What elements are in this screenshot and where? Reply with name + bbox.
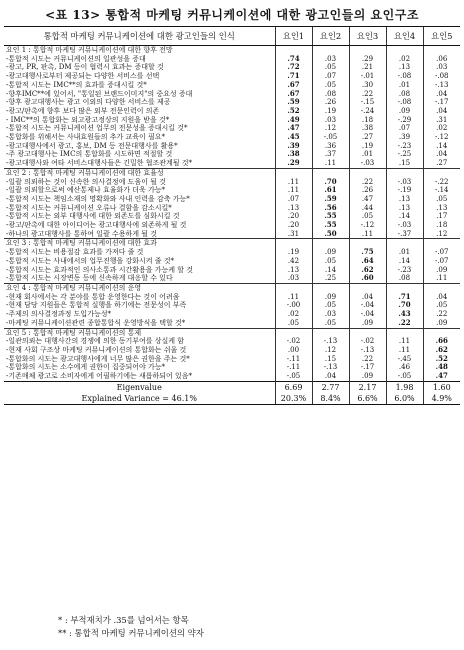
loading-value-factor-3: .09: [349, 372, 386, 381]
table-row: [4, 186, 460, 195]
loading-value-factor-1: .52: [275, 107, 312, 116]
loading-value-factor-3: -.04: [349, 301, 386, 310]
table-row: [4, 319, 460, 328]
loading-value-factor-3: -.15: [349, 98, 386, 107]
item-label: -통합적 시도는 효과적인 의사소통과 시간활용을 가능케 할 것: [6, 265, 193, 274]
loading-value-factor-3: -.13: [349, 346, 386, 355]
note-double-asterisk: ** : 통합적 마케팅 커뮤니케이션의 약자: [58, 628, 204, 638]
eigenvalue-row: [4, 381, 460, 393]
loading-value-factor-1: -.11: [275, 363, 312, 372]
loading-value-factor-4: .08: [386, 90, 423, 99]
group-title: 요인 4 : 통합적 마케팅 커뮤니케이션의 운영: [4, 283, 275, 292]
loading-value-factor-4: -.08: [386, 72, 423, 81]
loading-value-factor-2: .05: [312, 301, 349, 310]
loading-value-factor-3: .18: [349, 116, 386, 125]
loading-value-factor-4: .15: [386, 159, 423, 168]
item-label: -현재 사회 구조상 마케팅 커뮤니케이션의 통합화는 쉬울 것: [6, 345, 187, 354]
loading-value-factor-3: .75: [349, 248, 386, 257]
loading-value-factor-2: .70: [312, 178, 349, 187]
loading-value-factor-3: .22: [349, 355, 386, 364]
table-row: [4, 81, 460, 90]
loading-value-factor-1: .71: [275, 72, 312, 81]
factor-table: [4, 26, 460, 405]
item-label: -통합적 시도는 시장변동 등에 신속하게 대응할 수 있다: [6, 274, 173, 283]
empty-cell: [423, 328, 460, 337]
item-label: -일괄 의뢰할으로써 예산통제나 효율화가 더욱 가능*: [6, 186, 165, 195]
eigenvalue-2: 2.77: [312, 381, 349, 393]
loading-value-factor-2: .11: [312, 159, 349, 168]
empty-cell: [423, 239, 460, 248]
empty-cell: [349, 283, 386, 292]
loading-value-factor-2: .09: [312, 248, 349, 257]
item-label: -통합적 시도는 사내에서의 업무진행을 강화시켜 줄 것*: [6, 256, 174, 265]
group-title: 요인 5 : 통합적 마케팅 커뮤니케이션의 통제: [4, 328, 275, 337]
loading-value-factor-2: .04: [312, 372, 349, 381]
loading-value-factor-1: .13: [275, 266, 312, 275]
empty-cell: [423, 168, 460, 177]
table-row: [4, 257, 460, 266]
loading-value-factor-3: .60: [349, 274, 386, 283]
loading-value-factor-3: .21: [349, 63, 386, 72]
loading-value-factor-4: .70: [386, 301, 423, 310]
loading-value-factor-4: .01: [386, 81, 423, 90]
loading-value-factor-1: .29: [275, 159, 312, 168]
loading-value-factor-1: .02: [275, 310, 312, 319]
item-label: -현재 회사에서는 각 분야를 통합 운영한다는 것이 어려움: [6, 292, 180, 301]
loading-value-factor-3: .22: [349, 178, 386, 187]
loading-value-factor-1: .07: [275, 195, 312, 204]
loading-value-factor-5: .05: [423, 195, 460, 204]
loading-value-factor-3: -.03: [349, 159, 386, 168]
loading-value-factor-2: .50: [312, 230, 349, 239]
header-perception: 통합적 마케팅 커뮤니케이션에 대한 광고인들의 인식: [4, 27, 275, 46]
item-label: -통합적 시도는 IMC**의 효과를 증대시킬 것*: [6, 80, 147, 89]
empty-cell: [423, 283, 460, 292]
loading-value-factor-5: -.22: [423, 178, 460, 187]
item-label: -통합화의 시도는 광고대행사에게 너무 많은 권한을 주는 것*: [6, 354, 190, 363]
loading-value-factor-3: .47: [349, 195, 386, 204]
loading-value-factor-5: .17: [423, 212, 460, 221]
loading-value-factor-2: .55: [312, 221, 349, 230]
table-body: [4, 46, 460, 382]
group-title: 요인 1 : 통합적 마케팅 커뮤니케이션에 대한 향후 전망: [4, 46, 275, 55]
loading-value-factor-2: .36: [312, 142, 349, 151]
loading-value-factor-2: .37: [312, 150, 349, 159]
table-title: <표 13> 통합적 마케팅 커뮤니케이션에 대한 광고인들의 요인구조: [45, 8, 419, 22]
loading-value-factor-2: .55: [312, 212, 349, 221]
loading-value-factor-1: -.00: [275, 301, 312, 310]
empty-cell: [386, 168, 423, 177]
variance-5: 4.9%: [423, 393, 460, 405]
loading-value-factor-4: .14: [386, 257, 423, 266]
loading-value-factor-2: -.13: [312, 363, 349, 372]
loading-value-factor-4: .46: [386, 363, 423, 372]
loading-value-factor-4: -.19: [386, 186, 423, 195]
item-label: -기존매체 광고로 소비자에게 어필하기에는 새롭하되어 있음*: [6, 372, 193, 381]
loading-value-factor-5: .09: [423, 319, 460, 328]
loading-value-factor-1: .20: [275, 212, 312, 221]
table-row: [4, 310, 460, 319]
loading-value-factor-5: .04: [423, 107, 460, 116]
loading-value-factor-2: -.05: [312, 133, 349, 142]
loading-value-factor-3: .62: [349, 266, 386, 275]
table-notes: [58, 614, 204, 640]
loading-value-factor-3: -.24: [349, 107, 386, 116]
loading-value-factor-5: .09: [423, 266, 460, 275]
loading-value-factor-2: .15: [312, 355, 349, 364]
loading-value-factor-2: .19: [312, 107, 349, 116]
loading-value-factor-1: .59: [275, 98, 312, 107]
item-label: -주제의 의사결정과정 도입가능성*: [6, 310, 111, 319]
loading-value-factor-3: .05: [349, 212, 386, 221]
empty-cell: [275, 168, 312, 177]
table-row: [4, 63, 460, 72]
loading-value-factor-4: -.23: [386, 142, 423, 151]
loading-value-factor-1: .05: [275, 319, 312, 328]
loading-value-factor-4: -.03: [386, 221, 423, 230]
loading-value-factor-2: .09: [312, 293, 349, 302]
table-row: [4, 293, 460, 302]
loading-value-factor-1: .39: [275, 142, 312, 151]
empty-cell: [386, 46, 423, 55]
loading-value-factor-5: -.14: [423, 186, 460, 195]
loading-value-factor-2: .26: [312, 98, 349, 107]
loading-value-factor-2: .56: [312, 204, 349, 213]
table-row: [4, 363, 460, 372]
table-row: [4, 90, 460, 99]
table-row: [4, 107, 460, 116]
variance-3: 6.6%: [349, 393, 386, 405]
loading-value-factor-4: -.37: [386, 230, 423, 239]
item-label: -광고대행사에서 광고, 홍보, DM 등 전문대행사를 활용*: [6, 141, 178, 150]
table-row: [4, 221, 460, 230]
loading-value-factor-3: .22: [349, 90, 386, 99]
loading-value-factor-2: .05: [312, 257, 349, 266]
loading-value-factor-5: .13: [423, 204, 460, 213]
loading-value-factor-2: .03: [312, 310, 349, 319]
loading-value-factor-2: .03: [312, 55, 349, 64]
empty-cell: [386, 328, 423, 337]
loading-value-factor-1: -.05: [275, 372, 312, 381]
loading-value-factor-2: .05: [312, 319, 349, 328]
loading-value-factor-3: .29: [349, 55, 386, 64]
item-label: -하나의 광고대행사를 통하여 일괄 수용하게 될 것: [6, 229, 157, 238]
loading-value-factor-5: .12: [423, 230, 460, 239]
header-factor-1: 요인1: [275, 27, 312, 46]
loading-value-factor-3: .01: [349, 150, 386, 159]
item-label: -통합적 시도는 커뮤니케이션 업무의 전문성을 증대시킬 것*: [6, 124, 188, 133]
loading-value-factor-3: -.12: [349, 221, 386, 230]
header-factor-3: 요인3: [349, 27, 386, 46]
header-factor-2: 요인2: [312, 27, 349, 46]
loading-value-factor-5: .66: [423, 337, 460, 346]
loading-value-factor-4: .11: [386, 337, 423, 346]
item-label: -통합적 시도는 외부 대행사에 대한 외존도를 심화시킬 것: [6, 212, 180, 221]
loading-value-factor-3: .64: [349, 257, 386, 266]
empty-cell: [349, 168, 386, 177]
loading-value-factor-1: .49: [275, 116, 312, 125]
loading-value-factor-5: .48: [423, 363, 460, 372]
loading-value-factor-2: .08: [312, 90, 349, 99]
loading-value-factor-2: .03: [312, 116, 349, 125]
loading-value-factor-1: .13: [275, 204, 312, 213]
header-factor-4: 요인4: [386, 27, 423, 46]
table-row: [4, 195, 460, 204]
item-label: -일괄 의뢰하는 것이 신속한 의사결정에 도움이 될 것: [6, 177, 166, 186]
loading-value-factor-2: -.13: [312, 337, 349, 346]
eigenvalue-5: 1.60: [423, 381, 460, 393]
empty-cell: [275, 328, 312, 337]
loading-value-factor-5: .52: [423, 355, 460, 364]
loading-value-factor-2: .59: [312, 195, 349, 204]
loading-value-factor-4: .71: [386, 293, 423, 302]
table-row: [4, 178, 460, 187]
loading-value-factor-3: -.17: [349, 363, 386, 372]
item-label: -마케팅 커뮤니케이션관련 종합통합식 운영방식을 택할 것*: [6, 318, 186, 327]
table-row: [4, 355, 460, 364]
loading-value-factor-4: .43: [386, 310, 423, 319]
variance-row: [4, 393, 460, 405]
table-row: [4, 212, 460, 221]
loading-value-factor-5: -.08: [423, 72, 460, 81]
loading-value-factor-2: .25: [312, 274, 349, 283]
loading-value-factor-3: .04: [349, 293, 386, 302]
loading-value-factor-5: .22: [423, 310, 460, 319]
empty-cell: [312, 283, 349, 292]
table-row: [4, 72, 460, 81]
loading-value-factor-5: -.13: [423, 81, 460, 90]
table-row: [4, 204, 460, 213]
item-label: -주 광고대행사는 IMC의 통합화를 시도하면 적절할 것: [6, 150, 173, 159]
loading-value-factor-5: .06: [423, 55, 460, 64]
loading-value-factor-3: .26: [349, 186, 386, 195]
loading-value-factor-5: .05: [423, 301, 460, 310]
loading-value-factor-2: .05: [312, 63, 349, 72]
item-label: -일관의뢰는 대행사간의 경쟁에 의한 동기부여를 상실케 함: [6, 337, 185, 346]
loading-value-factor-3: -.02: [349, 337, 386, 346]
empty-cell: [312, 328, 349, 337]
eigenvalue-3: 2.17: [349, 381, 386, 393]
table-row: [4, 55, 460, 64]
loading-value-factor-1: .11: [275, 178, 312, 187]
loading-value-factor-3: -.04: [349, 310, 386, 319]
loading-value-factor-4: -.03: [386, 178, 423, 187]
loading-value-factor-3: .38: [349, 124, 386, 133]
loading-value-factor-5: .04: [423, 293, 460, 302]
loading-value-factor-4: .14: [386, 212, 423, 221]
loading-value-factor-3: .19: [349, 142, 386, 151]
loading-value-factor-1: .31: [275, 230, 312, 239]
loading-value-factor-5: -.12: [423, 133, 460, 142]
loading-value-factor-1: .03: [275, 274, 312, 283]
empty-cell: [312, 168, 349, 177]
item-label: -통합화의 시도는 소수에게 권한이 집중되어야 가능*: [6, 363, 165, 372]
empty-cell: [423, 46, 460, 55]
empty-cell: [275, 239, 312, 248]
item-label: -통합적 시도는 커뮤니케이션 오류나 결함을 감소시킬*: [6, 203, 172, 212]
item-label: -광고, PR, 판촉, DM 등이 협력시 효과는 증대할 것: [6, 63, 164, 72]
variance-1: 20.3%: [275, 393, 312, 405]
loading-value-factor-3: -.01: [349, 72, 386, 81]
loading-value-factor-1: -.11: [275, 355, 312, 364]
loading-value-factor-5: .04: [423, 90, 460, 99]
loading-value-factor-1: .47: [275, 124, 312, 133]
loading-value-factor-1: .11: [275, 293, 312, 302]
loading-value-factor-4: .11: [386, 346, 423, 355]
loading-value-factor-2: .12: [312, 346, 349, 355]
loading-value-factor-4: .01: [386, 248, 423, 257]
loading-value-factor-5: .14: [423, 142, 460, 151]
table-row: [4, 98, 460, 107]
loading-value-factor-4: -.29: [386, 116, 423, 125]
loading-value-factor-5: .11: [423, 274, 460, 283]
item-label: -통합화를 위해서는 사내효원들의 추가 교육이 필요*: [6, 133, 165, 142]
table-row: [4, 230, 460, 239]
loading-value-factor-2: .12: [312, 124, 349, 133]
loading-value-factor-5: .31: [423, 116, 460, 125]
table-row: [4, 248, 460, 257]
group-title: 요인 3 : 통합적 마케팅 커뮤니케이션에 대한 효과: [4, 239, 275, 248]
loading-value-factor-3: .09: [349, 319, 386, 328]
loading-value-factor-5: .18: [423, 221, 460, 230]
table-row: [4, 159, 460, 168]
table-row: [4, 116, 460, 125]
group-title-row: [4, 328, 460, 337]
loading-value-factor-3: .30: [349, 81, 386, 90]
empty-cell: [349, 239, 386, 248]
loading-value-factor-1: .11: [275, 186, 312, 195]
loading-value-factor-4: .07: [386, 124, 423, 133]
variance-4: 6.0%: [386, 393, 423, 405]
empty-cell: [349, 328, 386, 337]
table-row: [4, 142, 460, 151]
item-label: - IMC**의 통합화는 외고광고정상의 지원을 받을 것*: [6, 115, 170, 124]
empty-cell: [386, 283, 423, 292]
loading-value-factor-5: .62: [423, 346, 460, 355]
header-factor-5: 요인5: [423, 27, 460, 46]
loading-value-factor-4: .02: [386, 55, 423, 64]
empty-cell: [275, 46, 312, 55]
loading-value-factor-4: .13: [386, 195, 423, 204]
loading-value-factor-1: .67: [275, 90, 312, 99]
item-label: -통합적 시도는 책임소재의 명확화와 사내 인력을 감축 가능*: [6, 194, 190, 203]
loading-value-factor-3: .27: [349, 133, 386, 142]
item-label: -향후 광고대행사는 광고 이외의 다양한 서비스를 제공: [6, 98, 171, 107]
loading-value-factor-1: .45: [275, 133, 312, 142]
eigenvalue-label: Eigenvalue: [4, 381, 275, 393]
loading-value-factor-5: .04: [423, 150, 460, 159]
loading-value-factor-5: .03: [423, 63, 460, 72]
loading-value-factor-4: -.23: [386, 266, 423, 275]
loading-value-factor-3: .44: [349, 204, 386, 213]
loading-value-factor-2: .14: [312, 266, 349, 275]
loading-value-factor-4: -.05: [386, 372, 423, 381]
table-row: [4, 150, 460, 159]
loading-value-factor-3: .11: [349, 230, 386, 239]
loading-value-factor-1: .38: [275, 150, 312, 159]
loading-value-factor-1: .00: [275, 346, 312, 355]
empty-cell: [312, 239, 349, 248]
table-row: [4, 266, 460, 275]
loading-value-factor-1: .72: [275, 63, 312, 72]
group-title-row: [4, 168, 460, 177]
table-row: [4, 274, 460, 283]
item-label: -통합적 시도는 커뮤니케이션의 일관성을 증대: [6, 54, 146, 63]
loading-value-factor-1: .20: [275, 221, 312, 230]
loading-value-factor-4: .22: [386, 319, 423, 328]
loading-value-factor-5: .47: [423, 372, 460, 381]
eigenvalue-4: 1.98: [386, 381, 423, 393]
empty-cell: [275, 283, 312, 292]
table-row: [4, 346, 460, 355]
table-row: [4, 337, 460, 346]
variance-2: 8.4%: [312, 393, 349, 405]
loading-value-factor-4: .13: [386, 204, 423, 213]
eigenvalue-1: 6.69: [275, 381, 312, 393]
loading-value-factor-1: .42: [275, 257, 312, 266]
loading-value-factor-4: -.08: [386, 98, 423, 107]
loading-value-factor-1: -.02: [275, 337, 312, 346]
loading-value-factor-1: .67: [275, 81, 312, 90]
loading-value-factor-5: -.07: [423, 248, 460, 257]
table-row: [4, 133, 460, 142]
item-label: -통합적 시도는 비용절감 효과를 가져다 줄 것: [6, 248, 144, 257]
table-row: [4, 372, 460, 381]
loading-value-factor-1: .74: [275, 55, 312, 64]
item-label: -향후IMC**에 있어서, "통일된 브랜드이미지"의 중요성 증대: [6, 89, 193, 98]
note-asterisk: * : 부적재치가 .35를 넘어서는 항목: [58, 615, 189, 625]
item-label: -광고대행사로부터 제공되는 다양한 서비스를 선택: [6, 72, 160, 81]
loading-value-factor-4: .39: [386, 133, 423, 142]
item-label: -현재 담당 지원들은 통합적 실행을 하기에는 전문성이 부족: [6, 301, 187, 310]
item-label: -광고/판촉에 향후 보다 많은 외부 전문인력이 의존: [6, 106, 160, 115]
loading-value-factor-2: .07: [312, 72, 349, 81]
group-title-row: [4, 46, 460, 55]
loading-value-factor-1: .19: [275, 248, 312, 257]
group-title: 요인 2 : 통합적 마케팅 커뮤니케이션에 대한 효율성: [4, 168, 275, 177]
loading-value-factor-4: .13: [386, 63, 423, 72]
header-row: [4, 27, 460, 46]
table-row: [4, 124, 460, 133]
loading-value-factor-5: .02: [423, 124, 460, 133]
empty-cell: [386, 239, 423, 248]
variance-label: Explained Variance = 46.1%: [4, 393, 275, 405]
table-row: [4, 301, 460, 310]
item-label: -광고대행사와 여타 서비스대행사들은 긴밀한 협조관계될 것*: [6, 159, 193, 168]
loading-value-factor-5: -.17: [423, 98, 460, 107]
loading-value-factor-4: .09: [386, 107, 423, 116]
loading-value-factor-2: .61: [312, 186, 349, 195]
loading-value-factor-4: .08: [386, 274, 423, 283]
group-title-row: [4, 239, 460, 248]
empty-cell: [312, 46, 349, 55]
group-title-row: [4, 283, 460, 292]
loading-value-factor-4: -.45: [386, 355, 423, 364]
item-label: -광고/판촉에 대한 아이디어는 광고대행사에 외존하게 될 것: [6, 221, 187, 230]
empty-cell: [349, 46, 386, 55]
loading-value-factor-2: .05: [312, 81, 349, 90]
loading-value-factor-5: -.07: [423, 257, 460, 266]
loading-value-factor-4: -.25: [386, 150, 423, 159]
loading-value-factor-5: .27: [423, 159, 460, 168]
